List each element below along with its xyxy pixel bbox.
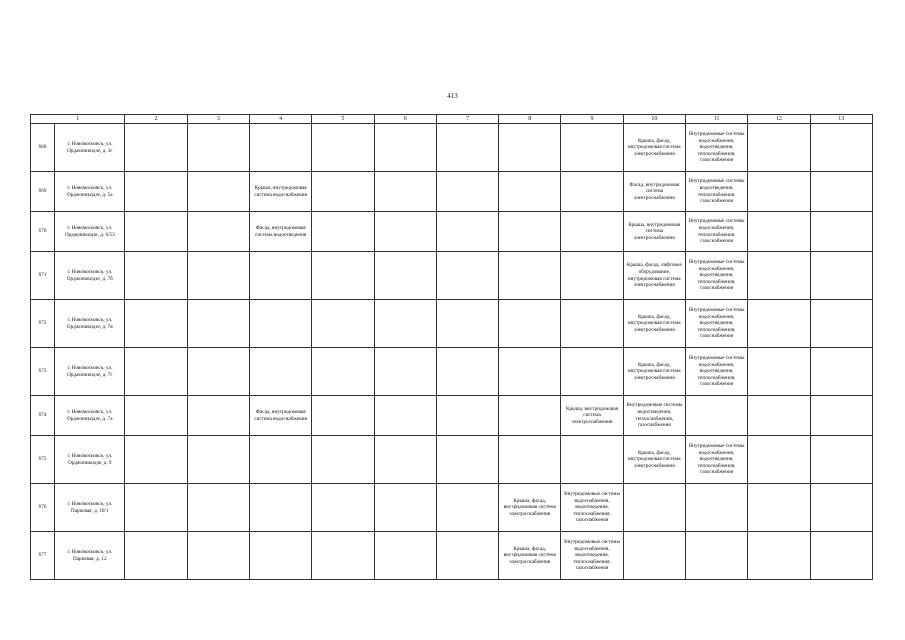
row-number: 673: [31, 348, 55, 396]
table-row: [31, 484, 873, 532]
work-cell-col-7: [436, 396, 498, 436]
work-cell-col-4: [250, 348, 312, 396]
work-cell-col-2: [125, 124, 187, 172]
header-cell-9: 9: [561, 115, 623, 124]
address-cell: г. Новомосковск, ул. Орджоникидзе, д. 7в: [55, 300, 125, 348]
work-cell-col-9: Внутридомовые системы водоснабжения, водоотведения, теплоснабжения, газоснабжения: [561, 532, 623, 580]
address-cell: г. Новомосковск, ул. Орджоникидзе, д. 3г: [55, 124, 125, 172]
work-cell-col-2: [125, 484, 187, 532]
work-cell-col-13: [810, 212, 872, 252]
work-cell-col-11: [685, 532, 747, 580]
work-cell-col-13: [810, 532, 872, 580]
work-cell-col-13: [810, 484, 872, 532]
header-cell-6: 6: [374, 115, 436, 124]
work-cell-col-11: Внутридомовые системы водоснабжения, водоотведения, теплоснабжения, газоснабжения: [685, 300, 747, 348]
table-body: [31, 124, 873, 580]
address-cell: г. Новомосковск, ул. Орджоникидзе, д. 9: [55, 436, 125, 484]
work-cell-col-4: Фасад, внутридомовая система водоснабжения: [250, 396, 312, 436]
table-row: [31, 212, 873, 252]
work-cell-col-8: Крыша, фасад, внутридомовая система электроснабжения: [499, 484, 561, 532]
work-cell-col-3: [187, 436, 249, 484]
work-cell-col-9: [561, 300, 623, 348]
work-cell-col-11: Внутридомовые системы водоснабжения, теплоснабжения, газоснабжения: [685, 212, 747, 252]
work-cell-col-2: [125, 212, 187, 252]
work-cell-col-3: [187, 172, 249, 212]
work-cell-col-6: [374, 348, 436, 396]
header-cell-4: 4: [250, 115, 312, 124]
work-cell-col-12: [748, 348, 810, 396]
table-row: [31, 436, 873, 484]
work-cell-col-12: [748, 436, 810, 484]
work-cell-col-12: [748, 252, 810, 300]
work-cell-col-11: [685, 396, 747, 436]
work-cell-col-6: [374, 172, 436, 212]
work-cell-col-3: [187, 212, 249, 252]
work-cell-col-12: [748, 484, 810, 532]
work-cell-col-2: [125, 300, 187, 348]
address-cell: г. Новомосковск, ул. Орджоникидзе, д. 7г: [55, 348, 125, 396]
header-cell-3: 3: [187, 115, 249, 124]
work-cell-col-5: [312, 532, 374, 580]
work-cell-col-12: [748, 396, 810, 436]
work-cell-col-10: Крыша, фасад, внутридомовая система электроснабжения: [623, 348, 685, 396]
work-cell-col-4: [250, 124, 312, 172]
work-cell-col-10: Крыша, фасад, внутридомовая система электроснабжения: [623, 436, 685, 484]
work-cell-col-7: [436, 532, 498, 580]
work-cell-col-6: [374, 484, 436, 532]
address-cell: г. Новомосковск, ул. Парковая, д. 12: [55, 532, 125, 580]
work-cell-col-4: [250, 532, 312, 580]
work-cell-col-12: [748, 300, 810, 348]
work-cell-col-2: [125, 172, 187, 212]
work-cell-col-10: Крыша, фасад, лифтовое оборудование, внутридомовая система электроснабжения: [623, 252, 685, 300]
work-cell-col-6: [374, 300, 436, 348]
table-row: [31, 300, 873, 348]
work-cell-col-12: [748, 532, 810, 580]
work-cell-col-7: [436, 484, 498, 532]
work-cell-col-10: Крыша, фасад, внутридомовая система электроснабжения: [623, 124, 685, 172]
page-number: 413: [447, 92, 458, 100]
table-row: [31, 124, 873, 172]
work-cell-col-12: [748, 172, 810, 212]
work-cell-col-9: [561, 436, 623, 484]
work-cell-col-6: [374, 436, 436, 484]
work-cell-col-8: [499, 396, 561, 436]
work-cell-col-5: [312, 348, 374, 396]
work-cell-col-10: Крыша, фасад, внутридомовая система электроснабжения: [623, 300, 685, 348]
work-cell-col-3: [187, 348, 249, 396]
work-cell-col-13: [810, 124, 872, 172]
work-cell-col-11: Внутридомовые системы водоснабжения, водоотведения, теплоснабжения, газоснабжения: [685, 348, 747, 396]
work-cell-col-11: Внутридомовые системы водоснабжения, водоотведения, теплоснабжения, газоснабжения: [685, 252, 747, 300]
work-cell-col-4: [250, 484, 312, 532]
row-number: 672: [31, 300, 55, 348]
work-cell-col-2: [125, 348, 187, 396]
work-cell-col-10: Внутридомовые системы водоотведения, теплоснабжения, газоснабжения: [623, 396, 685, 436]
work-cell-col-3: [187, 252, 249, 300]
work-cell-col-11: Внутридомовые системы водоснабжения, водоотведения, теплоснабжения, газоснабжения: [685, 436, 747, 484]
work-cell-col-9: [561, 212, 623, 252]
table-row: [31, 348, 873, 396]
header-cell-2: 2: [125, 115, 187, 124]
work-cell-col-12: [748, 124, 810, 172]
work-cell-col-7: [436, 436, 498, 484]
work-cell-col-11: Внутридомовые системы водоотведения, теплоснабжения, газоснабжения: [685, 172, 747, 212]
header-cell-11: 11: [685, 115, 747, 124]
work-cell-col-5: [312, 436, 374, 484]
row-number: 668: [31, 124, 55, 172]
work-cell-col-7: [436, 252, 498, 300]
address-cell: г. Новомосковск, ул. Орджоникидзе, д. 5а: [55, 172, 125, 212]
work-cell-col-9: [561, 252, 623, 300]
header-cell-10: 10: [623, 115, 685, 124]
address-cell: г. Новомосковск, ул. Орджоникидзе, д. 7а: [55, 396, 125, 436]
work-cell-col-7: [436, 124, 498, 172]
table-row: [31, 172, 873, 212]
row-number: 669: [31, 172, 55, 212]
schedule-table: [30, 114, 873, 580]
work-cell-col-3: [187, 396, 249, 436]
work-cell-col-2: [125, 252, 187, 300]
work-cell-col-10: Фасад, внутридомовая система электроснабжения: [623, 172, 685, 212]
row-number: 676: [31, 484, 55, 532]
work-cell-col-8: [499, 124, 561, 172]
work-cell-col-3: [187, 124, 249, 172]
work-cell-col-10: Крыша, внутридомовая система электроснабжения: [623, 212, 685, 252]
table-row: [31, 252, 873, 300]
work-cell-col-10: [623, 484, 685, 532]
work-cell-col-6: [374, 532, 436, 580]
row-number: 670: [31, 212, 55, 252]
work-cell-col-5: [312, 300, 374, 348]
work-cell-col-7: [436, 212, 498, 252]
header-cell-13: 13: [810, 115, 872, 124]
work-cell-col-3: [187, 484, 249, 532]
row-number: 671: [31, 252, 55, 300]
work-cell-col-13: [810, 396, 872, 436]
work-cell-col-5: [312, 484, 374, 532]
work-cell-col-12: [748, 212, 810, 252]
work-cell-col-2: [125, 396, 187, 436]
work-cell-col-8: [499, 252, 561, 300]
work-cell-col-10: [623, 532, 685, 580]
work-cell-col-9: Крыша, внутридомовая система электроснабжения: [561, 396, 623, 436]
work-cell-col-7: [436, 348, 498, 396]
work-cell-col-5: [312, 212, 374, 252]
work-cell-col-4: [250, 300, 312, 348]
header-cell-5: 5: [312, 115, 374, 124]
work-cell-col-13: [810, 252, 872, 300]
header-row: [31, 115, 873, 124]
work-cell-col-5: [312, 252, 374, 300]
work-cell-col-4: [250, 252, 312, 300]
work-cell-col-8: [499, 348, 561, 396]
address-cell: г. Новомосковск, ул. Орджоникидзе, д. 6/53: [55, 212, 125, 252]
work-cell-col-8: [499, 212, 561, 252]
address-cell: г. Новомосковск, ул. Парковая, д. 10/1: [55, 484, 125, 532]
work-cell-col-8: Крыша, фасад, внутридомовая система электроснабжения: [499, 532, 561, 580]
row-number: 675: [31, 436, 55, 484]
table-row: [31, 532, 873, 580]
work-cell-col-11: [685, 484, 747, 532]
work-cell-col-7: [436, 300, 498, 348]
header-cell-8: 8: [499, 115, 561, 124]
header-cell-12: 12: [748, 115, 810, 124]
work-cell-col-5: [312, 124, 374, 172]
work-cell-col-3: [187, 300, 249, 348]
work-cell-col-6: [374, 212, 436, 252]
work-cell-col-8: [499, 172, 561, 212]
work-cell-col-5: [312, 172, 374, 212]
work-cell-col-7: [436, 172, 498, 212]
work-cell-col-3: [187, 532, 249, 580]
work-cell-col-2: [125, 436, 187, 484]
work-cell-col-5: [312, 396, 374, 436]
work-cell-col-13: [810, 172, 872, 212]
work-cell-col-9: [561, 348, 623, 396]
work-cell-col-9: [561, 124, 623, 172]
work-cell-col-8: [499, 300, 561, 348]
work-cell-col-13: [810, 300, 872, 348]
header-cell-1: 1: [31, 115, 125, 124]
work-cell-col-2: [125, 532, 187, 580]
work-cell-col-8: [499, 436, 561, 484]
work-cell-col-6: [374, 252, 436, 300]
work-cell-col-6: [374, 124, 436, 172]
row-number: 677: [31, 532, 55, 580]
work-cell-col-6: [374, 396, 436, 436]
work-cell-col-4: Фасад, внутридомовая система водоотведения: [250, 212, 312, 252]
work-cell-col-4: [250, 436, 312, 484]
work-cell-col-9: [561, 172, 623, 212]
header-cell-7: 7: [436, 115, 498, 124]
work-cell-col-11: Внутридомовые системы водоснабжения, водоотведения, теплоснабжения, газоснабжения: [685, 124, 747, 172]
table-row: [31, 396, 873, 436]
work-cell-col-13: [810, 348, 872, 396]
work-cell-col-4: Крыша, внутридомовая система водоснабжения: [250, 172, 312, 212]
work-cell-col-13: [810, 436, 872, 484]
address-cell: г. Новомосковск, ул. Орджоникидзе, д. 7б: [55, 252, 125, 300]
work-cell-col-9: Внутридомовые системы водоснабжения, водоотведения, теплоснабжения, газоснабжения: [561, 484, 623, 532]
row-number: 674: [31, 396, 55, 436]
